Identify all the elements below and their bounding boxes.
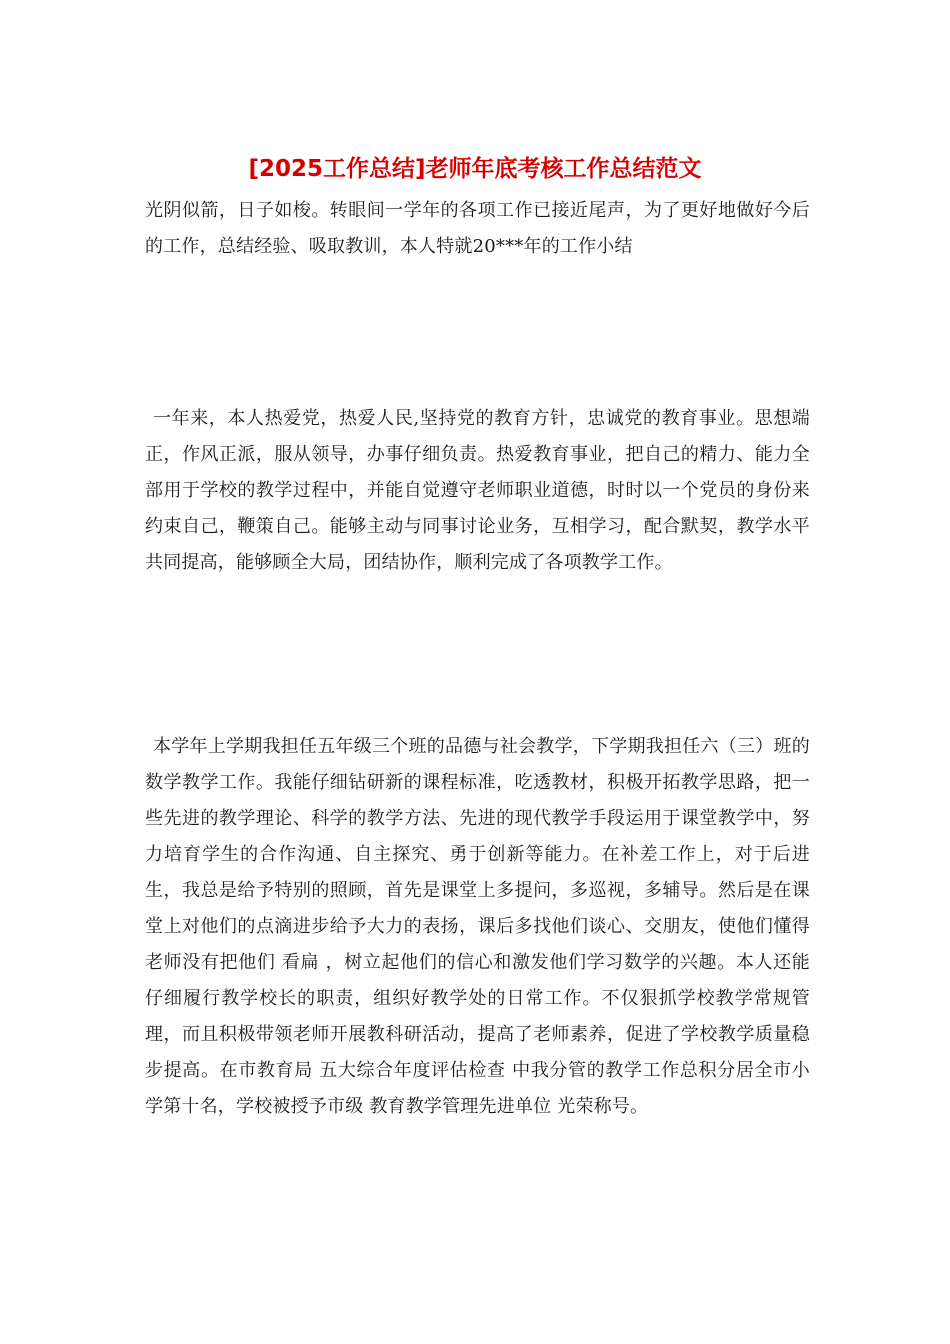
paragraph-intro: 光阴似箭，日子如梭。转眼间一学年的各项工作已接近尾声，为了更好地做好今后的工作，总结经验、吸取教训，本人特就20***年的工作小结 <box>145 200 810 257</box>
paragraph-conduct: 一年来，本人热爱党，热爱人民,坚持党的教育方针，忠诚党的教育事业。思想端正，作风正派，服从领导，办事仔细负责。热爱教育事业，把自己的精力、能力全部用于学校的教学过程中，并能自觉遵守老师职业道德，时时以一个党员的身份来约束自己，鞭策自己。能够主动与同事讨论业务，互相学习，配合默契，教学水平共同提高，能够顾全大局，团结协作，顺利完成了各项教学工作。 <box>145 408 810 573</box>
document-title: [2025工作总结]老师年底考核工作总结范文 <box>248 156 702 182</box>
paragraph-teaching: 本学年上学期我担任五年级三个班的品德与社会教学，下学期我担任六（三）班的数学教学工作。我能仔细钻研新的课程标准，吃透教材，积极开拓教学思路，把一些先进的教学理论、科学的教学方法、先进的现代教学手段运用于课堂教学中，努力培育学生的合作沟通、自主探究、勇于创新等能力。在补差工作上，对于后进生，我总是给予特别的照顾，首先是课堂上多提问，多巡视，多辅导。然后是在课堂上对他们的点滴进步给予大力的表扬，课后多找他们谈心、交朋友，使他们懂得老师没有把他们 看扁 ，树立起他们的信心和激发他们学习数学的兴趣。本人还能仔细履行教学校长的职责，组织好教学处的日常工作。不仅狠抓学校教学常规管理，而且积极带领老师开展教科研活动，提高了老师素养，促进了学校教学质量稳步提高。在市教育局 五大综合年度评估检查 中我分管的教学工作总积分居全市小学第十名，学校被授予市级 教育教学管理先进单位 光荣称号。 <box>145 736 810 1117</box>
